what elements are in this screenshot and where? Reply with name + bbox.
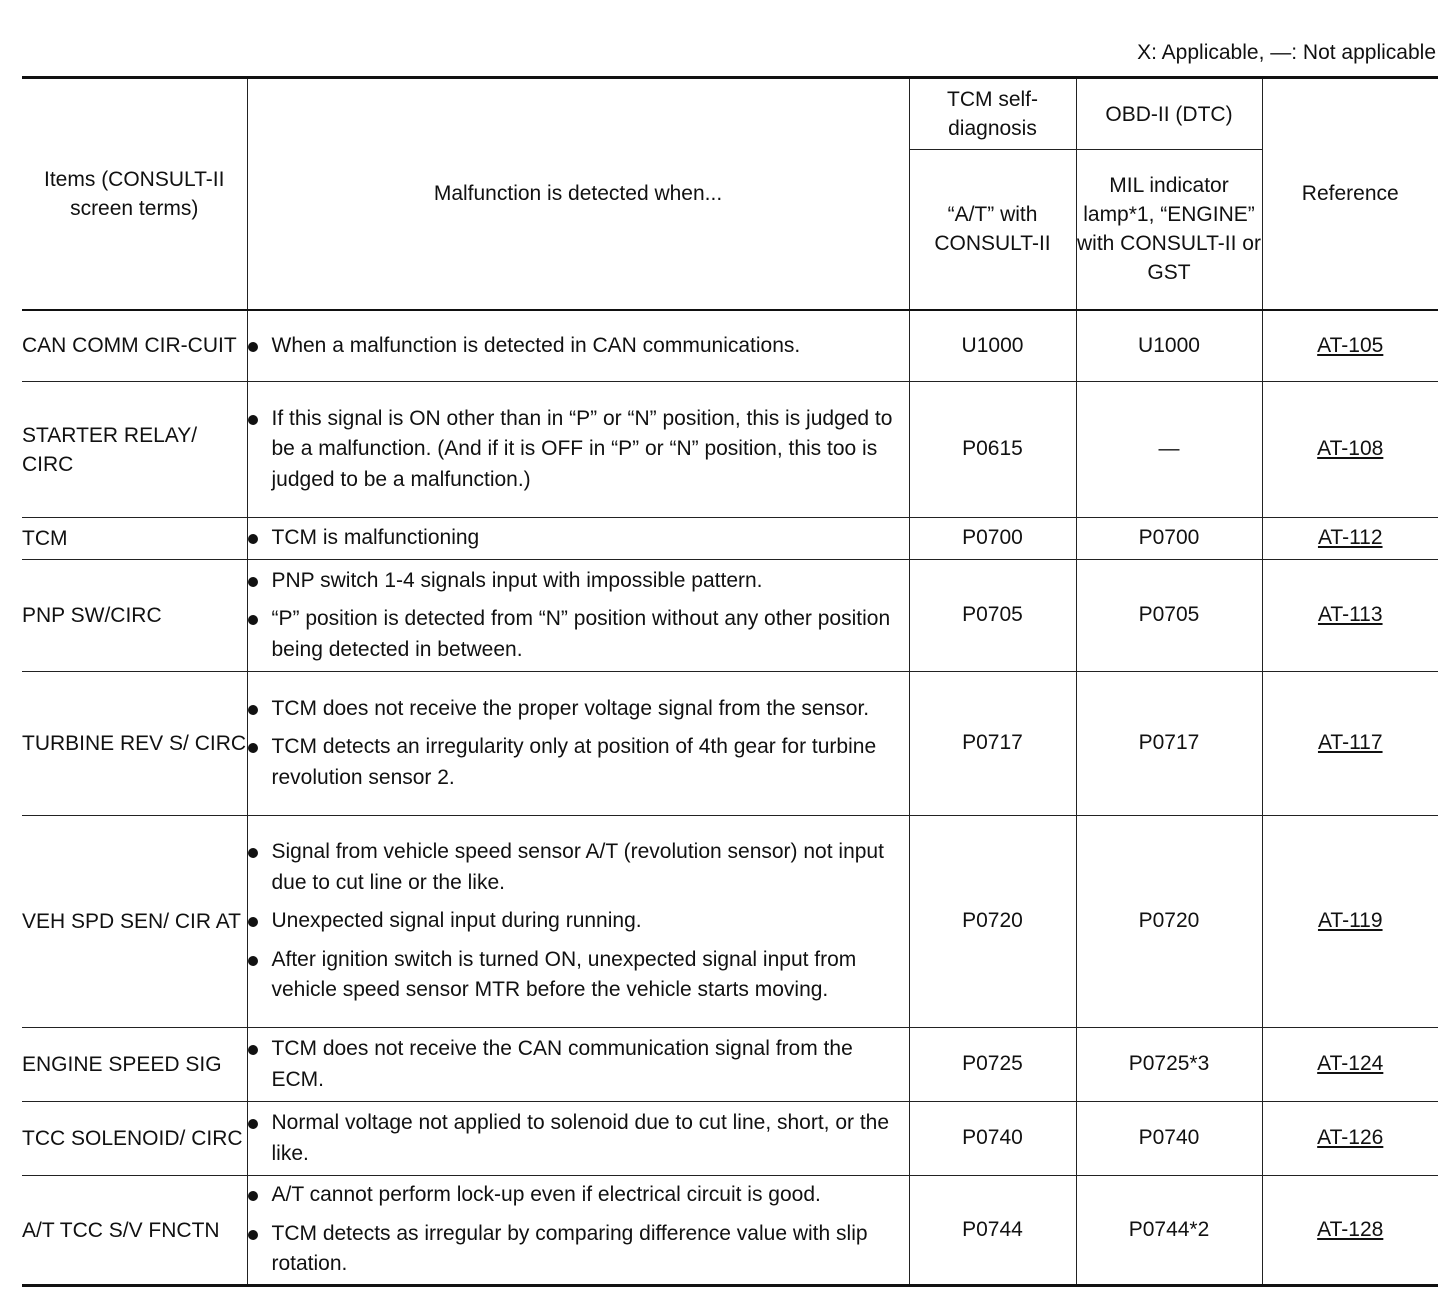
row-reference — [1262, 560, 1438, 672]
row-tcm-code: P0740 — [909, 1102, 1076, 1176]
row-obd-code: P0705 — [1076, 560, 1262, 672]
table-header — [22, 78, 1438, 310]
row-item-name: CAN COMM CIR-CUIT — [22, 310, 247, 382]
condition-list — [248, 694, 909, 794]
condition-item: After ignition switch is turned ON, unexpected signal input from vehicle speed sensor MTR before the vehicle starts moving. — [248, 945, 909, 1006]
header-malfunction: Malfunction is detected when... — [247, 78, 909, 310]
row-item-name: TURBINE REV S/ CIRC — [22, 672, 247, 816]
row-conditions — [247, 382, 909, 518]
row-tcm-code: P0744 — [909, 1176, 1076, 1286]
row-reference — [1262, 518, 1438, 560]
header-items: Items (CONSULT-II screen terms) — [22, 78, 247, 310]
row-item-name: VEH SPD SEN/ CIR AT — [22, 816, 247, 1028]
condition-item: TCM does not receive the proper voltage signal from the sensor. — [248, 694, 909, 725]
table-row — [22, 1028, 1438, 1102]
condition-item: TCM does not receive the CAN communication signal from the ECM. — [248, 1034, 909, 1095]
row-obd-code: P0740 — [1076, 1102, 1262, 1176]
row-item-name: A/T TCC S/V FNCTN — [22, 1176, 247, 1286]
row-tcm-code: P0705 — [909, 560, 1076, 672]
row-item-name: PNP SW/CIRC — [22, 560, 247, 672]
row-reference — [1262, 1176, 1438, 1286]
row-obd-code: P0720 — [1076, 816, 1262, 1028]
row-conditions — [247, 560, 909, 672]
condition-list — [248, 331, 909, 362]
row-obd-code: U1000 — [1076, 310, 1262, 382]
row-reference — [1262, 382, 1438, 518]
table-row — [22, 1102, 1438, 1176]
table-row — [22, 518, 1438, 560]
condition-item: Normal voltage not applied to solenoid due to cut line, short, or the like. — [248, 1108, 909, 1169]
row-obd-code: — — [1076, 382, 1262, 518]
condition-list — [248, 837, 909, 1006]
row-item-name: TCM — [22, 518, 247, 560]
reference-link[interactable]: AT-113 — [1317, 603, 1383, 627]
row-conditions — [247, 518, 909, 560]
row-reference — [1262, 672, 1438, 816]
reference-link[interactable]: AT-108 — [1317, 437, 1384, 461]
condition-list — [248, 1180, 909, 1280]
condition-list — [248, 1034, 909, 1095]
row-tcm-code: P0720 — [909, 816, 1076, 1028]
reference-link[interactable]: AT-128 — [1317, 1217, 1384, 1241]
row-item-name: TCC SOLENOID/ CIRC — [22, 1102, 247, 1176]
condition-item: TCM detects an irregularity only at position of 4th gear for turbine revolution sensor 2. — [248, 732, 909, 793]
row-conditions — [247, 1028, 909, 1102]
header-reference: Reference — [1262, 78, 1438, 310]
reference-link[interactable]: AT-117 — [1317, 731, 1383, 755]
table-row — [22, 672, 1438, 816]
header-tcm-consult: “A/T” with CONSULT-II — [909, 150, 1076, 310]
condition-list — [248, 404, 909, 496]
row-tcm-code: P0700 — [909, 518, 1076, 560]
row-obd-code: P0717 — [1076, 672, 1262, 816]
header-obd-mil: MIL indicator lamp*1, “ENGINE” with CONSULT-II or GST — [1076, 150, 1262, 310]
table-row — [22, 1176, 1438, 1286]
table-row — [22, 816, 1438, 1028]
condition-item: “P” position is detected from “N” position without any other position being detected in between. — [248, 604, 909, 665]
row-tcm-code: P0615 — [909, 382, 1076, 518]
row-conditions — [247, 310, 909, 382]
reference-link[interactable]: AT-105 — [1317, 333, 1384, 357]
row-conditions — [247, 816, 909, 1028]
reference-link[interactable]: AT-112 — [1317, 526, 1383, 550]
condition-item: When a malfunction is detected in CAN communications. — [248, 331, 909, 362]
reference-link[interactable]: AT-124 — [1317, 1052, 1384, 1076]
reference-link[interactable]: AT-119 — [1317, 909, 1383, 933]
row-obd-code: P0744*2 — [1076, 1176, 1262, 1286]
condition-item: Signal from vehicle speed sensor A/T (revolution sensor) not input due to cut line or the like. — [248, 837, 909, 898]
row-tcm-code: P0725 — [909, 1028, 1076, 1102]
condition-list — [248, 566, 909, 666]
header-tcm-self-diagnosis: TCM self-diagnosis — [909, 78, 1076, 150]
table-row — [22, 310, 1438, 382]
row-conditions — [247, 1102, 909, 1176]
reference-link[interactable]: AT-126 — [1317, 1126, 1384, 1150]
condition-item: Unexpected signal input during running. — [248, 906, 909, 937]
condition-list — [248, 523, 909, 554]
row-tcm-code: P0717 — [909, 672, 1076, 816]
table-body — [22, 310, 1438, 1286]
condition-item: A/T cannot perform lock-up even if electrical circuit is good. — [248, 1180, 909, 1211]
row-conditions — [247, 1176, 909, 1286]
condition-item: TCM detects as irregular by comparing difference value with slip rotation. — [248, 1219, 909, 1280]
applicability-legend: X: Applicable, —: Not applicable — [1137, 41, 1436, 64]
row-conditions — [247, 672, 909, 816]
header-obd: OBD-II (DTC) — [1076, 78, 1262, 150]
row-tcm-code: U1000 — [909, 310, 1076, 382]
condition-list — [248, 1108, 909, 1169]
table-row — [22, 382, 1438, 518]
row-reference — [1262, 1028, 1438, 1102]
row-reference — [1262, 1102, 1438, 1176]
row-obd-code: P0700 — [1076, 518, 1262, 560]
row-reference — [1262, 310, 1438, 382]
table-row — [22, 560, 1438, 672]
condition-item: PNP switch 1-4 signals input with impossible pattern. — [248, 566, 909, 597]
condition-item: If this signal is ON other than in “P” or “N” position, this is judged to be a malfunction. (And if it is OFF in “P” or “N” position, this too is judged to be a malfunction.) — [248, 404, 909, 496]
row-item-name: STARTER RELAY/ CIRC — [22, 382, 247, 518]
dtc-table — [22, 76, 1438, 1287]
condition-item: TCM is malfunctioning — [248, 523, 909, 554]
row-reference — [1262, 816, 1438, 1028]
row-obd-code: P0725*3 — [1076, 1028, 1262, 1102]
row-item-name: ENGINE SPEED SIG — [22, 1028, 247, 1102]
